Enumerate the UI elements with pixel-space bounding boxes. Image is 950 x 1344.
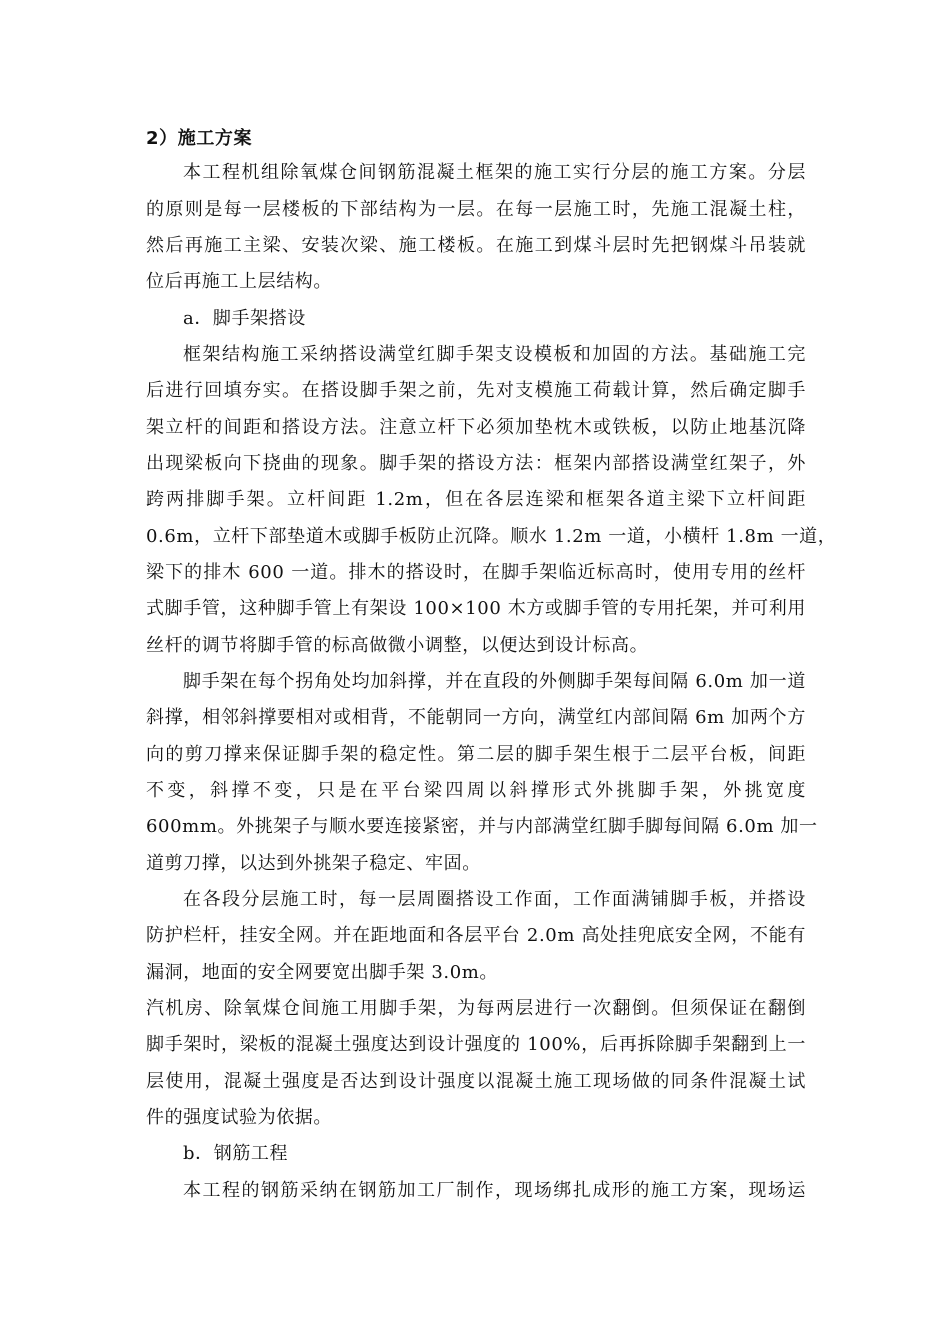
paragraph-line: 在各段分层施工时，每一层周圈搭设工作面，工作面满铺脚手板，并搭设 xyxy=(183,889,806,910)
paragraph-line: 不变，斜撑不变，只是在平台梁四周以斜撑形式外挑脚手架，外挑宽度 xyxy=(146,780,806,801)
paragraph-line: 脚手架时，梁板的混凝土强度达到设计强度的 100%，后再拆除脚手架翻到上一 xyxy=(146,1034,806,1055)
paragraph-line: 出现梁板向下挠曲的现象。脚手架的搭设方法：框架内部搭设满堂红架子，外 xyxy=(146,453,806,474)
paragraph-line: 后进行回填夯实。在搭设脚手架之前，先对支模施工荷载计算，然后确定脚手 xyxy=(146,380,806,401)
paragraph-line: 汽机房、除氧煤仓间施工用脚手架，为每两层进行一次翻倒。但须保证在翻倒 xyxy=(146,998,806,1019)
paragraph-line: 件的强度试验为依据。 xyxy=(146,1107,332,1128)
section-heading: 2）施工方案 xyxy=(146,128,253,149)
paragraph-line: 跨两排脚手架。立杆间距 1.2m，但在各层连梁和框架各道主梁下立杆间距 xyxy=(146,489,806,510)
paragraph-line: 600mm。外挑架子与顺水要连接紧密，并与内部满堂红脚手脚每间隔 6.0m 加一 xyxy=(146,816,818,837)
paragraph-line: 0.6m，立杆下部垫道木或脚手板防止沉降。顺水 1.2m 一道，小横杆 1.8m 一道， xyxy=(146,526,837,547)
paragraph-line: 道剪刀撑，以达到外挑架子稳定、牢固。 xyxy=(146,853,481,874)
paragraph-line: 式脚手管，这种脚手管上有架设 100×100 木方或脚手管的专用托架，并可利用 xyxy=(146,598,806,619)
paragraph-line: 本工程的钢筋采纳在钢筋加工厂制作，现场绑扎成形的施工方案，现场运 xyxy=(183,1180,806,1201)
paragraph-line: 脚手架在每个拐角处均加斜撑，并在直段的外侧脚手架每间隔 6.0m 加一道 xyxy=(183,671,806,692)
paragraph-line: 框架结构施工采纳搭设满堂红脚手架支设模板和加固的方法。基础施工完 xyxy=(183,344,806,365)
paragraph-line: 漏洞，地面的安全网要宽出脚手架 3.0m。 xyxy=(146,962,499,983)
subsection-heading-a: a．脚手架搭设 xyxy=(183,308,306,329)
paragraph-line: 的原则是每一层楼板的下部结构为一层。在每一层施工时，先施工混凝土柱， xyxy=(146,199,806,220)
paragraph-line: 架立杆的间距和搭设方法。注意立杆下必须加垫枕木或铁板，以防止地基沉降 xyxy=(146,417,806,438)
paragraph-line: 防护栏杆，挂安全网。并在距地面和各层平台 2.0m 高处挂兜底安全网，不能有 xyxy=(146,925,806,946)
subsection-heading-b: b．钢筋工程 xyxy=(183,1143,289,1164)
paragraph-line: 本工程机组除氧煤仓间钢筋混凝土框架的施工实行分层的施工方案。分层 xyxy=(183,162,806,183)
paragraph-line: 位后再施工上层结构。 xyxy=(146,271,332,292)
paragraph-line: 丝杆的调节将脚手管的标高做微小调整，以便达到设计标高。 xyxy=(146,635,649,656)
paragraph-line: 梁下的排木 600 一道。排木的搭设时，在脚手架临近标高时，使用专用的丝杆 xyxy=(146,562,806,583)
paragraph-line: 向的剪刀撑来保证脚手架的稳定性。第二层的脚手架生根于二层平台板，间距 xyxy=(146,744,806,765)
paragraph-line: 斜撑，相邻斜撑要相对或相背，不能朝同一方向，满堂红内部间隔 6m 加两个方 xyxy=(146,707,806,728)
paragraph-line: 层使用，混凝土强度是否达到设计强度以混凝土施工现场做的同条件混凝土试 xyxy=(146,1071,806,1092)
paragraph-line: 然后再施工主梁、安装次梁、施工楼板。在施工到煤斗层时先把钢煤斗吊装就 xyxy=(146,235,806,256)
